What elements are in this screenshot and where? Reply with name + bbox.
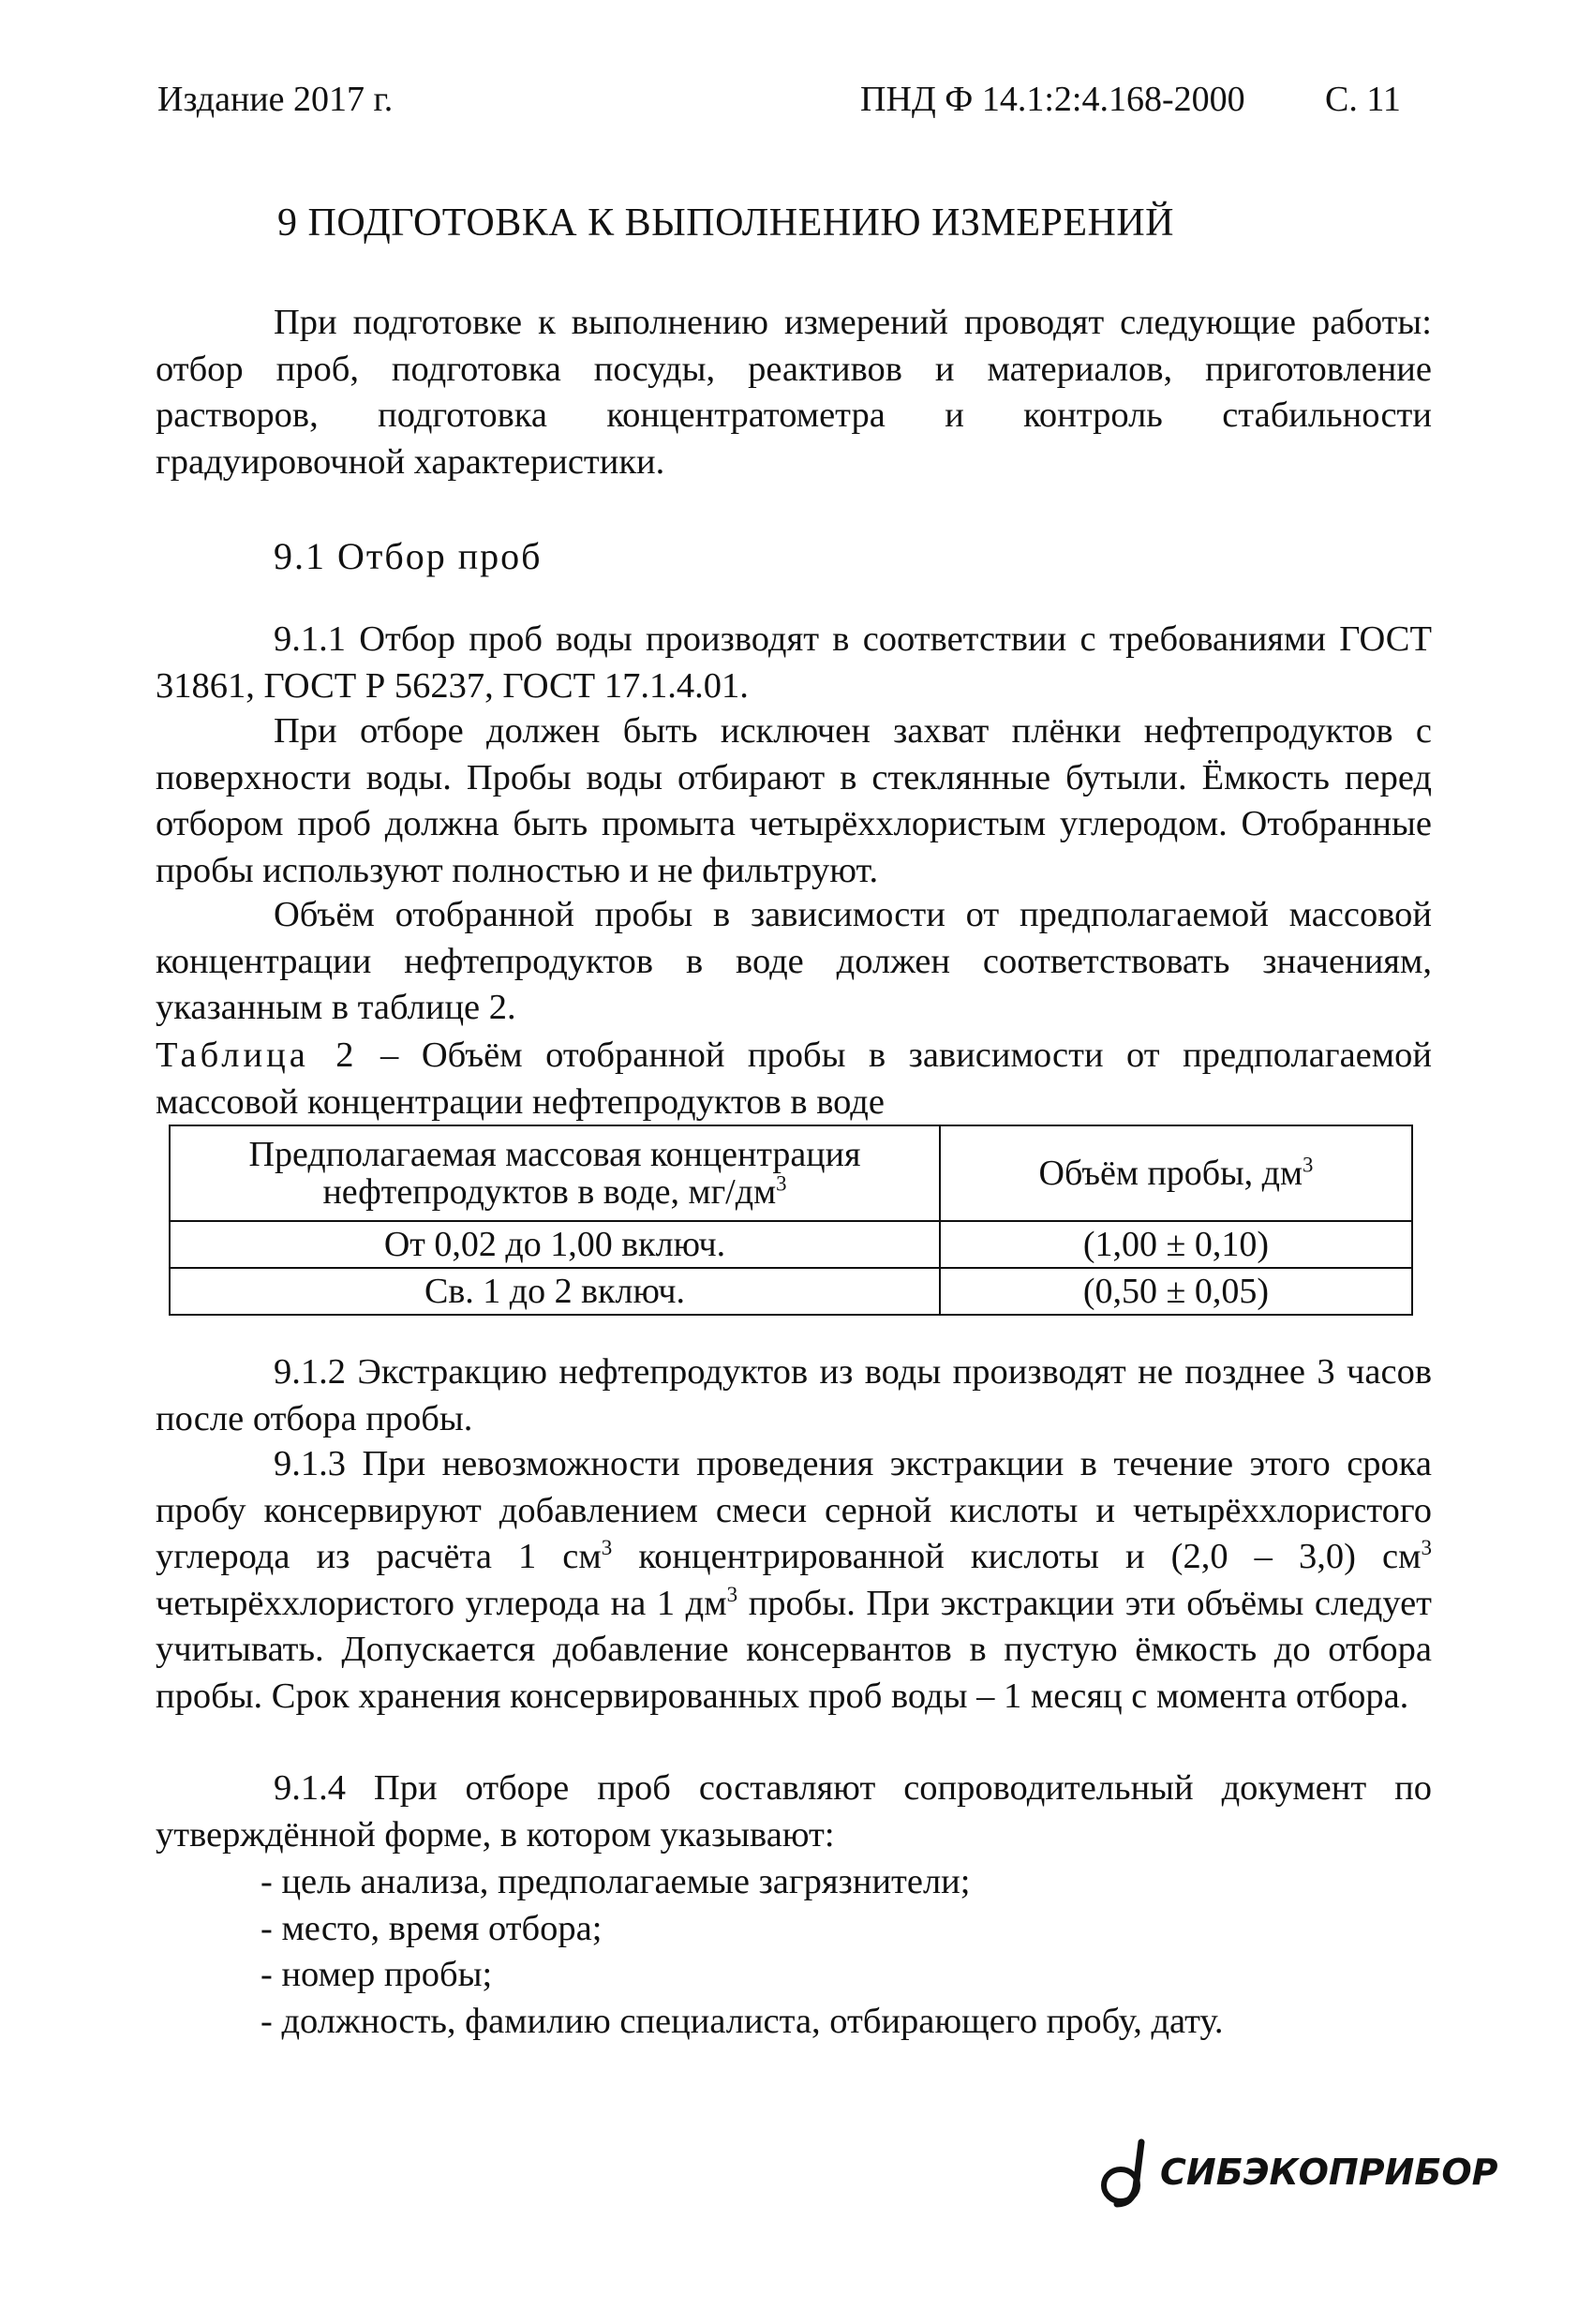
unit-superscript: 3 bbox=[1421, 1535, 1432, 1560]
paragraph-9-1-3-part-b: концентрированной кислоты и (2,0 – 3,0) см bbox=[612, 1537, 1422, 1576]
table-header-concentration bbox=[170, 1125, 940, 1221]
table-cell-volume: (1,00 ± 0,10) bbox=[940, 1221, 1412, 1268]
list-item: - номер пробы; bbox=[261, 1955, 493, 1994]
table-header-concentration-line2: нефтепродуктов в воде, мг/дм bbox=[322, 1172, 777, 1212]
paragraph-9-1-3-part-a: 9.1.3 При невозможности проведения экстракции в течение этого срока пробу консервируют добавлением смеси серной кислоты и четырёххлористого углерода из расчёта 1 см bbox=[156, 1444, 1432, 1576]
table-row bbox=[170, 1221, 1412, 1268]
table-cell-range: Св. 1 до 2 включ. bbox=[170, 1268, 940, 1315]
logo-text: СИБЭКОПРИБОР bbox=[1160, 2152, 1498, 2193]
table-header-row bbox=[170, 1125, 1412, 1221]
table-header-volume-label: Объём пробы, дм bbox=[1038, 1154, 1303, 1193]
table-2-caption-label: Таблица 2 bbox=[156, 1035, 358, 1075]
page-number: С. 11 bbox=[1325, 80, 1401, 119]
unit-superscript: 3 bbox=[601, 1535, 613, 1560]
table-header-concentration-line1: Предполагаемая массовая концентрация bbox=[248, 1135, 861, 1174]
list-item: - место, время отбора; bbox=[261, 1908, 603, 1948]
edition-label: Издание 2017 г. bbox=[157, 80, 394, 119]
paragraph-9-1-2: 9.1.2 Экстракцию нефтепродуктов из воды производят не позднее 3 часов после отбора пробы. bbox=[156, 1352, 1432, 1438]
unit-superscript: 3 bbox=[726, 1581, 738, 1606]
table-header-volume bbox=[940, 1125, 1412, 1221]
table-row bbox=[170, 1268, 1412, 1315]
section-title: 9 ПОДГОТОВКА К ВЫПОЛНЕНИЮ ИЗМЕРЕНИЙ bbox=[277, 201, 1174, 245]
paragraph-9-1-4: 9.1.4 При отборе проб составляют сопроводительный документ по утверждённой форме, в котором указывают: bbox=[156, 1768, 1432, 1855]
paragraph-9-1-1: 9.1.1 Отбор проб воды производят в соответствии с требованиями ГОСТ 31861, ГОСТ Р 56237, ГОСТ 17.1.4.01. bbox=[156, 619, 1432, 706]
sibecopribor-logo-icon bbox=[1098, 2138, 1158, 2210]
company-logo bbox=[1098, 2138, 1498, 2210]
table-cell-volume: (0,50 ± 0,05) bbox=[940, 1268, 1412, 1315]
paragraph-9-1-3-part-d: пробы. При экстракции эти объёмы следует учитывать. Допускается добавление консервантов в пустую ёмкость до отбора пробы. Срок хранения консервированных проб воды – 1 месяц с момента отбора. bbox=[156, 1583, 1432, 1716]
table-2 bbox=[169, 1125, 1413, 1316]
paragraph-9-1-3-part-c: четырёххлористого углерода на 1 дм bbox=[156, 1583, 727, 1623]
table-2-caption bbox=[156, 1033, 1432, 1125]
list-item: - цель анализа, предполагаемые загрязнители; bbox=[261, 1862, 971, 1901]
list-item: - должность, фамилию специалиста, отбирающего пробу, дату. bbox=[261, 2001, 1224, 2041]
subsection-title: 9.1 Отбор проб bbox=[274, 535, 543, 577]
table-2-caption-text: – Объём отобранной пробы в зависимости от предполагаемой массовой концентрации нефтепродуктов в воде bbox=[156, 1035, 1432, 1122]
paragraph-9-1-3 bbox=[156, 1441, 1432, 1720]
unit-superscript: 3 bbox=[1303, 1153, 1314, 1177]
unit-superscript: 3 bbox=[776, 1171, 787, 1196]
section-intro: При подготовке к выполнению измерений проводят следующие работы: отбор проб, подготовка посуды, реактивов и материалов, приготовление растворов, подготовка концентратометра и контроль стабильности градуировочной характеристики. bbox=[156, 303, 1432, 482]
document-fields-list bbox=[261, 1859, 1223, 2045]
paragraph-9-1-1-volume: Объём отобранной пробы в зависимости от предполагаемой массовой концентрации нефтепродуктов в воде должен соответствовать значениям, указанным в таблице 2. bbox=[156, 895, 1432, 1027]
document-code: ПНД Ф 14.1:2:4.168-2000 bbox=[860, 80, 1245, 119]
table-cell-range: От 0,02 до 1,00 включ. bbox=[170, 1221, 940, 1268]
paragraph-9-1-1-sampling: При отборе должен быть исключен захват плёнки нефтепродуктов с поверхности воды. Пробы воды отбирают в стеклянные бутыли. Ёмкость перед отбором проб должна быть промыта четырёххлористым углеродом. Отобранные пробы используют полностью и не фильтруют. bbox=[156, 711, 1432, 890]
